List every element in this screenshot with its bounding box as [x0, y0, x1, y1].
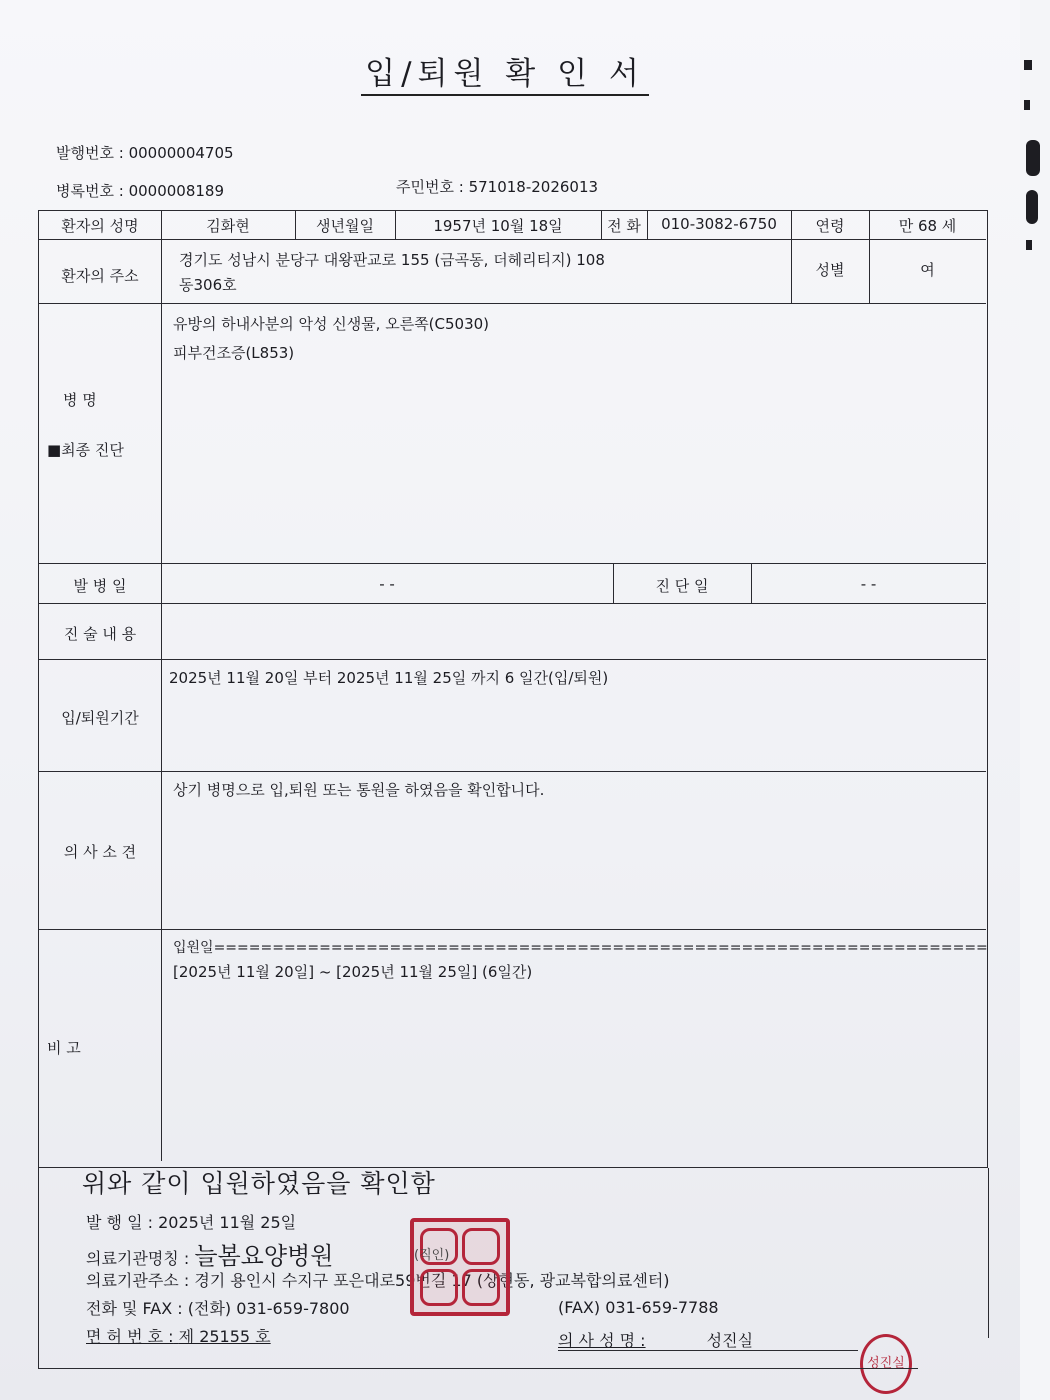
record-number: 병록번호 : 0000008189: [56, 182, 225, 200]
patient-name: 김화현: [206, 217, 250, 235]
period-label: 입/퇴원기간: [61, 709, 139, 727]
remarks-text: 입원일================================================================== [2025년 11월 20일] ~ [2025년 11월 25일] (6일간): [173, 940, 988, 981]
hospital-address: 의료기관주소 : 경기 용인시 수지구 포은대로59번길 17 (상현동, 광교복합의료센터): [86, 1271, 670, 1290]
issue-number: 발행번호 : 00000004705: [56, 144, 234, 162]
patient-sex: 여: [920, 261, 935, 279]
patient-age: 만 68 세: [898, 217, 957, 235]
age-label: 연령: [815, 217, 845, 235]
patient-name-label: 환자의 성명: [61, 217, 139, 235]
footer-left-border: [38, 1168, 39, 1368]
statement-label: 진 술 내 용: [63, 625, 137, 643]
hospital-seal-stamp: [410, 1218, 510, 1316]
address-label: 환자의 주소: [61, 267, 139, 285]
document-title: 입/퇴원 확 인 서: [0, 48, 1010, 93]
hospital-fax: (FAX) 031-659-7788: [558, 1298, 719, 1317]
diagnosis-label: 병 명: [63, 391, 97, 409]
birth-date: 1957년 10월 18일: [433, 217, 563, 235]
footer-right-border: [988, 1168, 989, 1338]
admission-period: 2025년 11월 20일 부터 2025년 11월 25일 까지 6 일간(입/퇴원): [169, 669, 609, 687]
background-edge: [1020, 0, 1050, 1400]
diagnosis-date: - -: [860, 575, 877, 593]
patient-address: 경기도 성남시 분당구 대왕판교로 155 (금곡동, 더헤리티지) 108 동306호: [179, 251, 605, 294]
confirmation-table: [38, 210, 988, 1168]
doctor-signature-line: [558, 1350, 858, 1351]
opinion-label: 의 사 소 견: [63, 843, 137, 861]
hospital-phone: 전화 및 FAX : (전화) 031-659-7800: [86, 1299, 350, 1318]
resident-number: 주민번호 : 571018-2026013: [396, 178, 599, 196]
doctor-opinion: 상기 병명으로 입,퇴원 또는 통원을 하였음을 확인합니다.: [173, 781, 545, 799]
issue-date: 발 행 일 : 2025년 11월 25일: [86, 1213, 297, 1232]
onset-date: - -: [379, 575, 395, 593]
bottom-border: [38, 1368, 918, 1369]
hospital-name: 의료기관명칭 : 늘봄요양병원: [86, 1242, 334, 1270]
sex-label: 성별: [815, 261, 845, 279]
onset-label: 발 병 일: [73, 577, 127, 595]
seal-note: (직인): [414, 1248, 450, 1263]
diagnosis-text: 유방의 하내사분의 악성 신생물, 오른쪽(C5030) 피부건조증(L853): [173, 315, 490, 362]
phone-label: 전 화: [607, 217, 641, 235]
remarks-label: 비 고: [47, 1039, 81, 1057]
doctor-seal-stamp: 성진실: [860, 1334, 912, 1394]
birth-label: 생년월일: [316, 217, 374, 235]
patient-phone: 010-3082-6750: [661, 215, 777, 233]
license-number: 면 허 번 호 : 제 25155 호: [86, 1327, 271, 1346]
diagnosis-date-label: 진 단 일: [655, 577, 709, 595]
confirmation-statement: 위와 같이 입원하였음을 확인함: [82, 1169, 436, 1198]
final-diagnosis-label: ■최종 진단: [47, 441, 124, 459]
doctor-name: 의 사 성 명 : 성진실: [558, 1331, 754, 1350]
